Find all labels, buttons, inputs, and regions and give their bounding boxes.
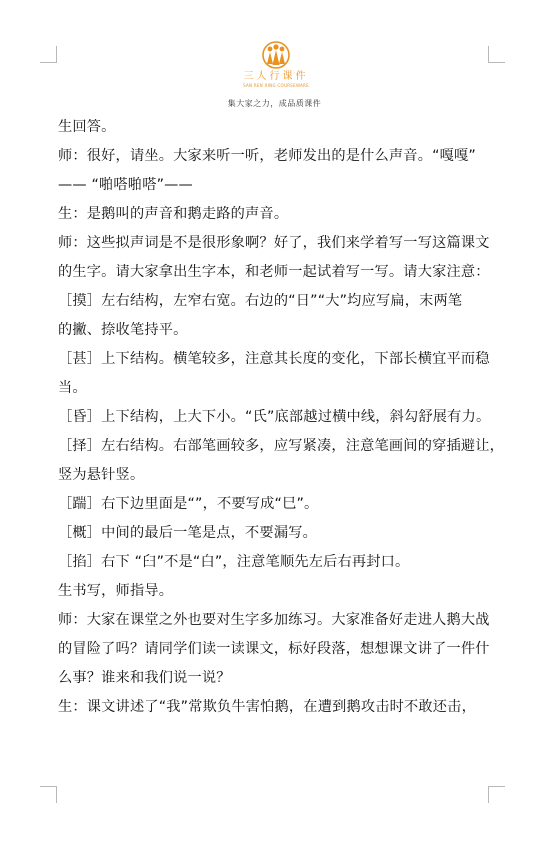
header-slogan: 集大家之力，成品质课件 [227,99,322,108]
text-line: 么事？谁来和我们说一说？ [58,670,231,686]
text-line: 的冒险了吗？请同学们读一读课文，标好段落，想想课文讲了一件什 [58,641,490,657]
crop-mark-top-right [488,46,505,63]
header-logo [240,40,312,96]
crop-mark-bottom-left [40,786,57,803]
text-line: 生：课文讲述了“我”常欺负牛害怕鹅，在遭到鹅攻击时不敢还击， [58,699,476,715]
text-line: ［昏］上下结构，上大下小。“氏”底部越过横中线，斜勾舒展有力。 [58,409,491,425]
text-line: 生回答。 [58,119,116,135]
text-line: ［概］中间的最后一笔是点，不要漏写。 [58,525,317,541]
text-line: 师：这些拟声词是不是很形象啊？好了，我们来学着写一写这篇课文 [58,235,490,251]
text-line: ［甚］上下结构。横笔较多，注意其长度的变化，下部长横宜平而稳 [58,351,490,367]
text-line: ［掐］右下 “臼”不是“白”，注意笔顺先左后右再封口。 [58,554,410,570]
text-line: 师：大家在课堂之外也要对生字多加练习。大家准备好走进人鹅大战 [58,612,490,628]
text-line: 生书写，师指导。 [58,583,174,599]
text-line: 的撇、捺收笔持平。 [58,322,188,338]
text-line: ［踹］右下边里面是“”，不要写成“巳”。 [58,496,319,512]
logo-figures-icon [259,40,293,70]
crop-mark-top-left [40,46,57,63]
text-line: 当。 [58,380,87,396]
text-line: 生：是鹅叫的声音和鹅走路的声音。 [58,206,289,222]
crop-mark-bottom-right [488,786,505,803]
text-line: 的生字。请大家拿出生字本，和老师一起试着写一写。请大家注意： [58,264,490,280]
text-line: ［摸］左右结构，左窄右宽。右边的“日”“大”均应写扁，末两笔 [58,293,463,309]
logo-name: 三人行课件 [243,71,309,82]
text-line: 师：很好，请坐。大家来听一听，老师发出的是什么声音。“嘎嘎” [58,148,476,164]
logo-english: SAN REN XING COURSEWARE [243,83,309,88]
text-line: ［择］左右结构。右部笔画较多，应写紧凑，注意笔画间的穿插避让， [58,438,505,454]
document-body [58,113,505,722]
text-line: —— “啪嗒啪嗒”—— [58,177,193,193]
text-line: 竖为悬针竖。 [58,467,145,483]
